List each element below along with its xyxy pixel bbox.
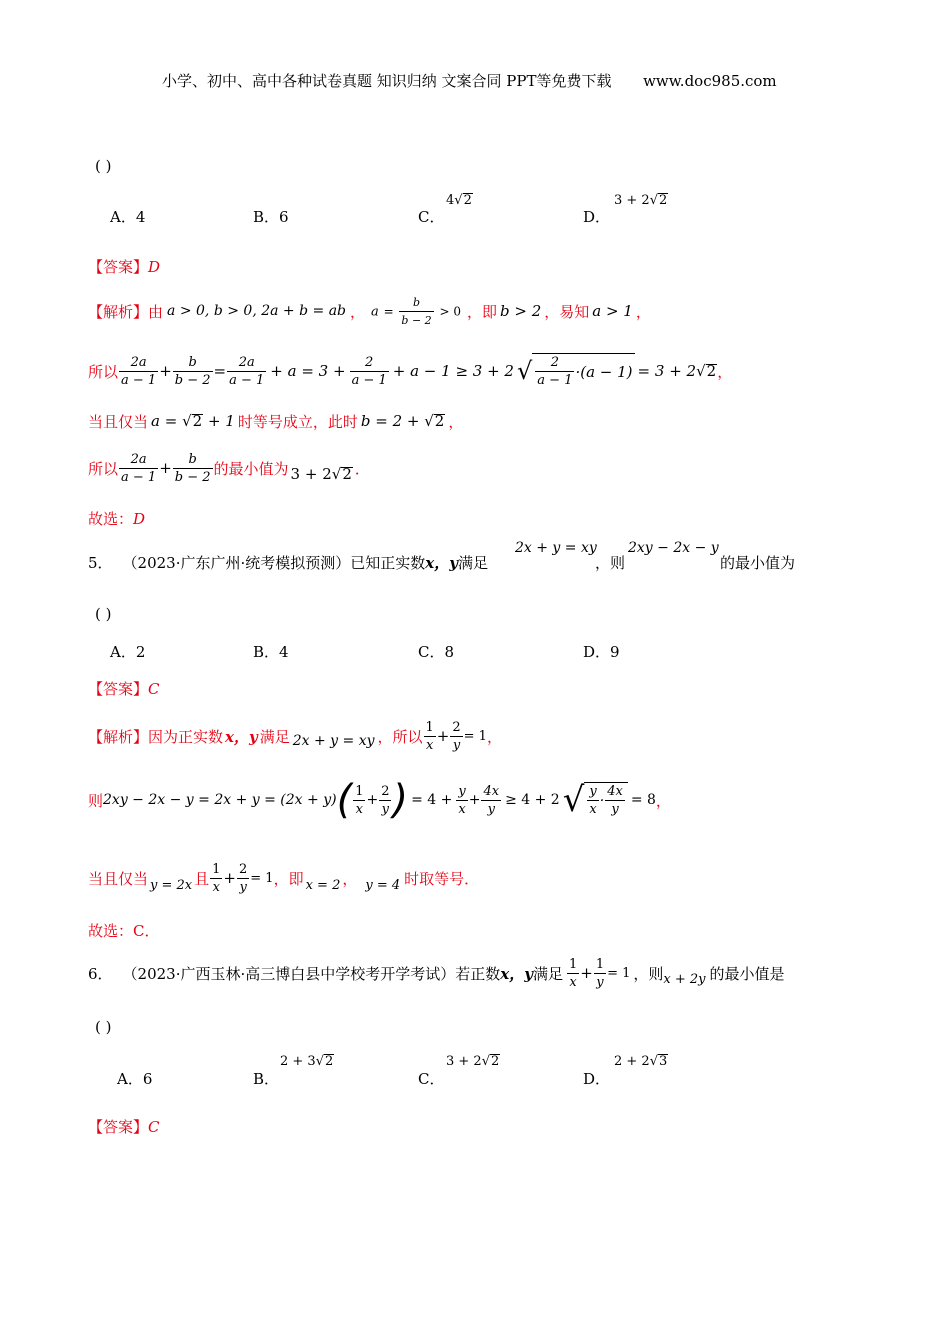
q6-answer: 【答案】C xyxy=(88,1118,160,1136)
q5-analysis-line1: 【解析】 因为正实数 x，y 满足 2x + y = xy ，所以 $\frac{1}{x}$ + $\frac{2}{y}$ = 1 ， xyxy=(88,719,502,753)
q4-option-c-math: 4√2 xyxy=(446,193,472,208)
q6-stem: 6． （2023·广西玉林·高三博白县中学校考开学考试）若正数 x，y 满足 $\frac{1}{x}$ + $\frac{1}{y}$ = 1 ，则 x + 2y 的最小值是 xyxy=(88,956,785,990)
header-site: www.doc985.com xyxy=(643,72,777,90)
q5-analysis-line3: 当且仅当 y = 2x 且 $\frac{1}{x}$ + $\frac{2}{y}$ = 1 ，即 x = 2 ， y = 4 时取等号． xyxy=(88,861,480,895)
q5-option-b: B．4 xyxy=(253,643,289,661)
q6-option-c-math: 3 + 2√2 xyxy=(446,1054,500,1069)
q6-option-a: A．6 xyxy=(117,1070,153,1088)
page-header xyxy=(162,70,777,91)
q4-analysis-line5: 故选：D xyxy=(88,510,146,528)
q4-option-d: D． xyxy=(583,208,611,226)
q5-condition-math: 2x + y = xy xyxy=(515,540,597,556)
q5-ask: 的最小值为 xyxy=(720,554,796,572)
q4-analysis-line1: 【解析】 由 a > 0, b > 0, 2a + b = ab ， a = $\frac{b}{b - 2}$ > 0 ，即 b > 2 ，易知 a > 1 ， xyxy=(88,295,651,327)
q4-analysis-line4: 所以 $\frac{2a}{a - 1}$ + $\frac{b}{b - 2}$ 的最小值为 3 + 2√2 ． xyxy=(88,451,370,485)
q6-option-b: B． xyxy=(253,1070,280,1088)
q5-then: ，则 xyxy=(595,554,626,572)
q6-blank-paren: ( ) xyxy=(95,1018,112,1036)
q5-blank-paren: ( ) xyxy=(95,605,112,623)
q6-option-b-math: 2 + 3√2 xyxy=(280,1054,334,1069)
q4-answer: 【答案】D xyxy=(88,258,161,276)
q5-option-a: A．2 xyxy=(110,643,146,661)
q5-stem: 5． （2023·广东广州·统考模拟预测）已知正实数 x，y 满足 xyxy=(88,553,488,572)
header-title: 小学、初中、高中各种试卷真题 知识归纳 文案合同 PPT等免费下载 xyxy=(162,72,612,90)
q4-option-a: A．4 xyxy=(110,208,146,226)
q4-option-d-math: 3 + 2√2 xyxy=(614,193,668,208)
q5-answer: 【答案】C xyxy=(88,680,160,698)
q4-analysis-line3: 当且仅当 a = √2 + 1 时等号成立，此时 b = 2 + √2 ， xyxy=(88,412,464,431)
q5-option-d: D．9 xyxy=(583,643,620,661)
q5-analysis-line4: 故选：C． xyxy=(88,922,160,940)
q6-option-d: D． xyxy=(583,1070,611,1088)
q4-analysis-line2: 所以 $\frac{2a}{a - 1}$ + $\frac{b}{b - 2}$ = $\frac{2a}{a - 1}$ + a = 3 + $\frac{2}{a - 1}$ + a − 1 ≥ 3 + 2 √ $\frac{2}{a - 1}$ ·(a − 1) = 3 + 2 √ 2 ， xyxy=(88,354,733,388)
q5-option-c: C．8 xyxy=(418,643,455,661)
q6-option-c: C． xyxy=(418,1070,445,1088)
q5-analysis-line2: 则 2xy − 2x − y = 2x + y = (2x + y) ( $\frac{1}{x}$ + $\frac{2}{y}$ ) = 4 + $\frac{y}{x}$ + $\frac{4x}{y}$ ≥ 4 + 2 √ $\frac{y}{x}$ · $\frac{4x}{y}$ = 8 ， xyxy=(88,777,671,823)
q4-option-b: B．6 xyxy=(253,208,289,226)
q4-blank-paren: ( ) xyxy=(95,157,112,175)
q6-option-d-math: 2 + 2√3 xyxy=(614,1054,668,1069)
q4-option-c: C． xyxy=(418,208,445,226)
q5-target-math: 2xy − 2x − y xyxy=(628,540,719,556)
